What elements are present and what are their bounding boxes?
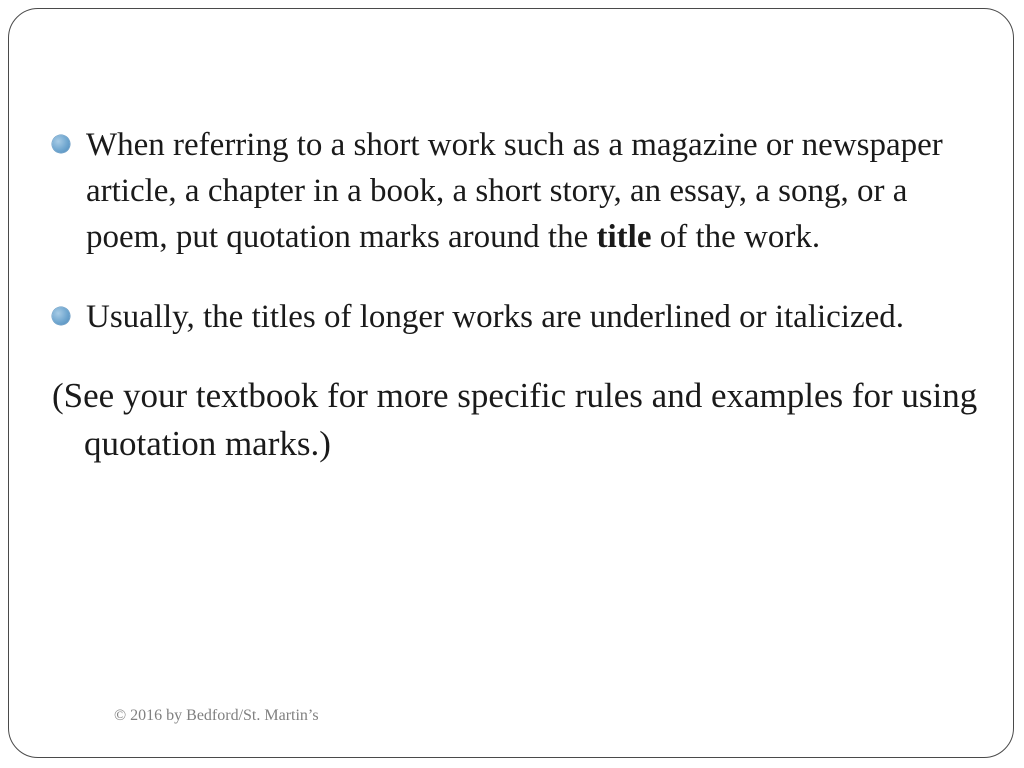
bullet-text: Usually, the titles of longer works are underlined or italicized. xyxy=(86,299,905,335)
bullet-dot-icon xyxy=(52,135,70,153)
bullet-text-bold-title: title xyxy=(596,219,652,255)
slide-content xyxy=(52,122,982,468)
bullet-item-short-works xyxy=(52,122,982,260)
copyright-footer: © 2016 by Bedford/St. Martin’s xyxy=(114,707,319,724)
textbook-note: (See your textbook for more specific rules and examples for using quotation marks.) xyxy=(52,376,978,463)
bullet-dot-icon xyxy=(52,307,70,325)
bullet-item-longer-works xyxy=(52,294,982,340)
bullet-text-pre: When referring to a short work such as a magazine or newspaper article, a chapter in a book, a short story, an essay, a song, or a poem, put quotation marks around the xyxy=(86,127,943,255)
bullet-text-post: of the work. xyxy=(651,219,821,255)
